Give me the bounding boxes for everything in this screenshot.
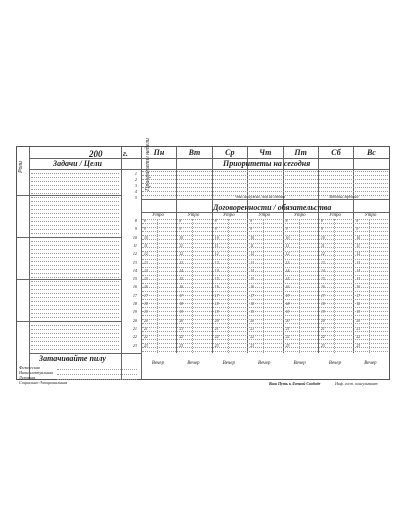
day-hour-label: 16	[179, 285, 184, 290]
schedule-line	[142, 231, 388, 232]
day-hour-label: 15	[144, 277, 148, 282]
day-hour-label: 9	[179, 227, 182, 232]
schedule-line	[142, 339, 388, 340]
day-hour-label: 21	[321, 326, 325, 331]
day-hour-label: 14	[356, 268, 361, 273]
day-hour-label: 22	[285, 335, 290, 340]
footer-center: Ваш Путь к Личной Свободе	[269, 381, 321, 386]
day-hour-label: 20	[250, 318, 254, 323]
day-hour-label: 19	[285, 310, 290, 315]
goal-line	[31, 221, 119, 222]
goal-line	[31, 265, 119, 266]
day-hour-label: 8	[285, 219, 288, 223]
day-hour-label: 15	[214, 277, 219, 282]
evening-label-6: Вечер	[364, 361, 377, 366]
day-label-3: Чт	[259, 148, 272, 157]
day-hour-label: 13	[356, 260, 361, 265]
day-hour-label: 8	[214, 219, 217, 223]
day-hour-label: 14	[285, 268, 290, 273]
schedule-line	[142, 268, 388, 273]
category-line	[57, 379, 137, 380]
day-hour-label: 10	[285, 235, 290, 240]
day-hour-label: 10	[144, 235, 148, 240]
day-hour-label: 15	[321, 277, 325, 282]
goal-line	[31, 297, 119, 298]
day-hour-label: 23	[285, 343, 290, 348]
day-hour-label: 13	[144, 260, 148, 265]
day-hour-label: 14	[144, 268, 148, 273]
goal-line	[31, 241, 119, 242]
schedule-line	[142, 310, 388, 315]
schedule-line	[142, 227, 388, 228]
schedule-line	[142, 303, 388, 304]
day-hour-label: 9	[285, 227, 288, 232]
schedule-line	[142, 183, 388, 184]
hour-label: 8	[134, 218, 137, 223]
day-hour-label: 22	[144, 335, 148, 340]
hour-label: 20	[132, 317, 137, 323]
schedule-line	[142, 279, 388, 280]
day-hour-label: 15	[179, 277, 184, 282]
evening-label-3: Вечер	[258, 361, 271, 366]
day-hour-label: 19	[179, 310, 184, 315]
morning-label-3: Утро	[258, 213, 271, 218]
role-separator	[17, 279, 121, 280]
day-hour-label: 12	[179, 252, 184, 257]
day-hour-label: 16	[250, 285, 254, 290]
goal-line	[31, 181, 119, 182]
day-hour-label: 16	[285, 285, 290, 290]
evening-label-4: Вечер	[293, 361, 306, 366]
schedule-line	[142, 191, 388, 192]
day-label-4: Пт	[294, 148, 307, 157]
day-hour-label: 23	[356, 343, 361, 348]
goal-line	[31, 185, 119, 186]
day-hour-label: 20	[214, 318, 219, 323]
week-priorities-label: Приоритеты недели	[145, 138, 151, 191]
day-hour-label: 14	[321, 268, 325, 273]
week-priority-num: 3	[134, 183, 137, 188]
goal-line	[31, 233, 119, 234]
hour-label: 22	[132, 334, 137, 340]
goal-line	[31, 229, 119, 230]
day-hour-label: 20	[285, 318, 290, 323]
hour-label: 12	[132, 251, 137, 257]
schedule-line	[142, 319, 388, 320]
agreements-label: Договоренности / обязательства	[213, 203, 332, 212]
day-hour-label: 17	[356, 293, 361, 298]
day-hour-label: 8	[321, 219, 323, 223]
schedule-line	[142, 287, 388, 288]
day-hour-label: 23	[321, 343, 325, 348]
category-intellectual: Интеллектуальная	[19, 370, 54, 375]
schedule-line	[142, 179, 388, 180]
hour-label: 21	[132, 325, 137, 331]
hour-label: 11	[133, 242, 137, 248]
schedule-line	[142, 343, 388, 344]
roles-label: Роли	[18, 161, 24, 173]
hour-label: 14	[132, 267, 137, 273]
hour-label: 9	[134, 226, 137, 232]
note-middle: Что не нужно, чем не стоит	[235, 194, 286, 199]
goal-line	[31, 193, 119, 194]
day-label-1: Вт	[188, 148, 201, 157]
goal-line	[31, 261, 119, 262]
hour-label: 15	[132, 276, 137, 282]
morning-label-5: Утро	[329, 213, 341, 218]
schedule-line	[142, 239, 388, 240]
day-hour-label: 10	[321, 235, 325, 240]
day-hour-label: 8	[250, 219, 253, 223]
day-hour-label: 12	[321, 252, 325, 257]
hour-label: 10	[132, 234, 137, 240]
evening-label-0: Вечер	[151, 361, 165, 366]
goal-line	[31, 213, 119, 214]
footer-right: Инф. сост. консультант	[335, 381, 378, 386]
goal-line	[31, 257, 119, 258]
schedule-line	[142, 223, 388, 224]
goal-line	[31, 325, 119, 326]
day-hour-label: 16	[214, 285, 219, 290]
year-suffix: г.	[123, 149, 128, 158]
day-hour-label: 19	[356, 310, 361, 315]
day-hour-label: 12	[214, 252, 219, 257]
day-hour-label: 11	[356, 243, 360, 248]
schedule-line	[142, 323, 388, 324]
hour-label: 17	[132, 292, 137, 298]
day-hour-label: 12	[356, 252, 361, 257]
schedule-line	[142, 243, 388, 244]
day-hour-label: 17	[214, 293, 219, 298]
day-hour-label: 17	[179, 293, 184, 298]
roles-divider	[29, 147, 30, 379]
day-hour-label: 11	[250, 243, 254, 248]
day-hour-label: 15	[356, 277, 361, 282]
day-hour-label: 13	[214, 260, 219, 265]
hour-label: 23	[132, 342, 137, 348]
day-hour-label: 14	[179, 268, 184, 273]
schedule-line	[142, 291, 388, 292]
day-hour-label: 16	[144, 285, 148, 290]
goal-line	[31, 285, 119, 286]
goal-line	[31, 345, 119, 346]
day-label-6: Вс	[366, 148, 376, 157]
schedule-line	[142, 295, 388, 296]
goal-line	[31, 225, 119, 226]
goal-line	[31, 337, 119, 338]
schedule-line	[142, 275, 388, 276]
day-hour-label: 9	[356, 227, 359, 232]
schedule-line	[142, 259, 388, 260]
category-social: Социально-Эмоциональная	[19, 380, 68, 385]
goal-line	[31, 201, 119, 202]
day-hour-label: 18	[214, 302, 219, 306]
schedule-line	[142, 283, 388, 284]
week-priority-num: 2	[134, 177, 137, 182]
goal-line	[31, 277, 119, 278]
schedule-line	[142, 335, 388, 336]
role-separator	[17, 195, 121, 196]
header-line-2	[29, 169, 389, 170]
day-hour-label: 9	[144, 227, 146, 232]
day-hour-label: 11	[285, 243, 290, 248]
goal-line	[31, 253, 119, 254]
day-hour-label: 14	[214, 268, 219, 273]
schedule-line	[142, 260, 388, 265]
day-hour-label: 15	[285, 277, 290, 282]
goal-line	[31, 309, 119, 310]
goal-line	[31, 317, 119, 318]
day-hour-label: 10	[179, 235, 184, 240]
day-hour-label: 21	[144, 326, 148, 331]
schedule-line	[142, 267, 388, 268]
day-label-5: Сб	[331, 148, 341, 157]
day-hour-label: 19	[214, 310, 219, 315]
week-priority-num: 4	[134, 189, 137, 194]
day-hour-label: 19	[144, 310, 148, 315]
day-hour-label: 21	[356, 326, 361, 331]
sharpen-saw-label: Затачивайте пилу	[39, 354, 106, 363]
day-hour-label: 10	[250, 235, 254, 240]
goal-line	[31, 289, 119, 290]
goal-line	[31, 273, 119, 274]
goal-line	[31, 173, 119, 174]
day-hour-label: 16	[321, 285, 325, 290]
agreements-line	[141, 212, 389, 213]
day-hour-label: 11	[321, 243, 325, 248]
schedule-line	[142, 255, 388, 256]
goal-line	[31, 349, 119, 350]
goal-line	[31, 205, 119, 206]
evening-label-2: Вечер	[222, 361, 235, 366]
day-hour-label: 17	[321, 293, 325, 298]
goal-line	[31, 249, 119, 250]
day-hour-label: 23	[250, 343, 254, 348]
day-hour-label: 22	[250, 335, 254, 340]
day-hour-label: 14	[250, 268, 254, 273]
day-hour-label: 22	[214, 335, 219, 340]
goal-line	[31, 305, 119, 306]
day-hour-label: 11	[144, 243, 148, 248]
schedule-line	[142, 315, 388, 316]
schedule-line	[142, 171, 388, 172]
hour-label: 13	[132, 259, 137, 265]
note-right: Заботы, тревоги	[329, 194, 359, 199]
morning-label-6: Утро	[364, 213, 377, 218]
day-hour-label: 11	[179, 243, 183, 248]
category-line	[57, 374, 137, 375]
day-hour-label: 13	[250, 260, 254, 265]
schedule-line	[142, 347, 388, 348]
schedule-line	[142, 327, 388, 328]
week-priority-num: 1	[134, 171, 137, 176]
day-hour-label: 23	[144, 343, 148, 348]
schedule-line	[142, 187, 388, 188]
day-hour-label: 8	[179, 219, 182, 223]
day-hour-label: 9	[214, 227, 217, 232]
notes-line	[141, 199, 389, 200]
day-hour-label: 19	[321, 310, 325, 315]
goals-divider	[121, 147, 122, 379]
goal-line	[31, 245, 119, 246]
goal-line	[31, 281, 119, 282]
goal-line	[31, 293, 119, 294]
schedule-line	[142, 331, 388, 332]
schedule-line	[142, 235, 388, 236]
schedule-line	[142, 247, 388, 248]
schedule-line	[142, 307, 388, 308]
morning-label-1: Утро	[187, 213, 200, 218]
morning-label-0: Утро	[152, 213, 164, 218]
role-separator	[17, 237, 121, 238]
day-hour-label: 12	[144, 252, 148, 257]
day-hour-label: 19	[250, 310, 254, 315]
day-hour-label: 18	[356, 302, 361, 306]
weekly-planner-sheet	[16, 138, 390, 386]
hour-label: 18	[132, 301, 137, 306]
day-hour-label: 8	[144, 219, 146, 223]
schedule-line	[142, 299, 388, 300]
goal-line	[31, 209, 119, 210]
goal-line	[31, 189, 119, 190]
week-priority-num: 5	[134, 195, 137, 200]
schedule-line	[142, 251, 388, 252]
day-hour-label: 21	[214, 326, 219, 331]
day-hour-label: 20	[321, 318, 325, 323]
evening-label-5: Вечер	[328, 361, 342, 366]
category-physical: Физическая	[19, 365, 40, 370]
day-hour-label: 18	[179, 302, 184, 306]
day-hour-label: 15	[250, 277, 254, 282]
schedule-line	[142, 351, 388, 352]
day-hour-label: 22	[179, 335, 184, 340]
day-hour-label: 22	[356, 335, 361, 340]
day-hour-label: 12	[285, 252, 290, 257]
day-hour-label: 10	[214, 235, 219, 240]
goal-line	[31, 313, 119, 314]
day-hour-label: 18	[144, 302, 148, 306]
day-hour-label: 8	[356, 219, 359, 223]
day-hour-label: 12	[250, 252, 254, 257]
goal-line	[31, 177, 119, 178]
goal-line	[31, 217, 119, 218]
day-hour-label: 17	[250, 293, 254, 298]
goal-line	[31, 301, 119, 302]
goals-label: Задачи / Цели	[53, 159, 102, 168]
day-hour-label: 9	[321, 227, 323, 232]
header-line-1	[29, 158, 389, 159]
day-hour-label: 10	[356, 235, 361, 240]
day-hour-label: 23	[214, 343, 219, 348]
day-hour-label: 20	[179, 318, 184, 323]
day-label-0: Пн	[153, 148, 165, 157]
day-hour-label: 13	[321, 260, 325, 265]
hour-label: 19	[132, 309, 137, 315]
day-hour-label: 22	[321, 335, 325, 340]
goal-line	[31, 341, 119, 342]
day-hour-label: 18	[321, 302, 325, 306]
schedule-line	[142, 219, 388, 220]
day-hour-label: 23	[179, 343, 184, 348]
day-hour-label: 18	[285, 302, 290, 306]
year-label: 200	[89, 149, 103, 159]
category-spiritual: Духовная	[19, 375, 36, 380]
today-priorities-label: Приоритеты на сегодня	[223, 159, 311, 168]
day-hour-label: 21	[285, 326, 290, 331]
role-separator	[17, 321, 121, 322]
hour-label: 16	[132, 284, 137, 290]
morning-label-4: Утро	[293, 213, 306, 218]
day-hour-label: 13	[285, 260, 290, 265]
goal-line	[31, 197, 119, 198]
day-hour-label: 18	[250, 302, 254, 306]
goal-line	[31, 333, 119, 334]
morning-label-2: Утро	[222, 213, 235, 218]
day-hour-label: 13	[179, 260, 184, 265]
day-hour-label: 16	[356, 285, 361, 290]
day-hour-label: 17	[285, 293, 290, 298]
goal-line	[31, 269, 119, 270]
day-label-2: Ср	[225, 148, 235, 157]
goal-line	[31, 329, 119, 330]
day-hour-label: 21	[250, 326, 254, 331]
day-hour-label: 20	[356, 318, 361, 323]
day-hour-label: 17	[144, 293, 148, 298]
evening-label-1: Вечер	[187, 361, 200, 366]
schedule-line	[142, 195, 388, 196]
day-hour-label: 20	[144, 318, 148, 323]
day-hour-label: 9	[250, 227, 253, 232]
day-hour-label: 11	[214, 243, 219, 248]
schedule-line	[142, 175, 388, 176]
category-line	[57, 369, 137, 370]
day-hour-label: 21	[179, 326, 184, 331]
